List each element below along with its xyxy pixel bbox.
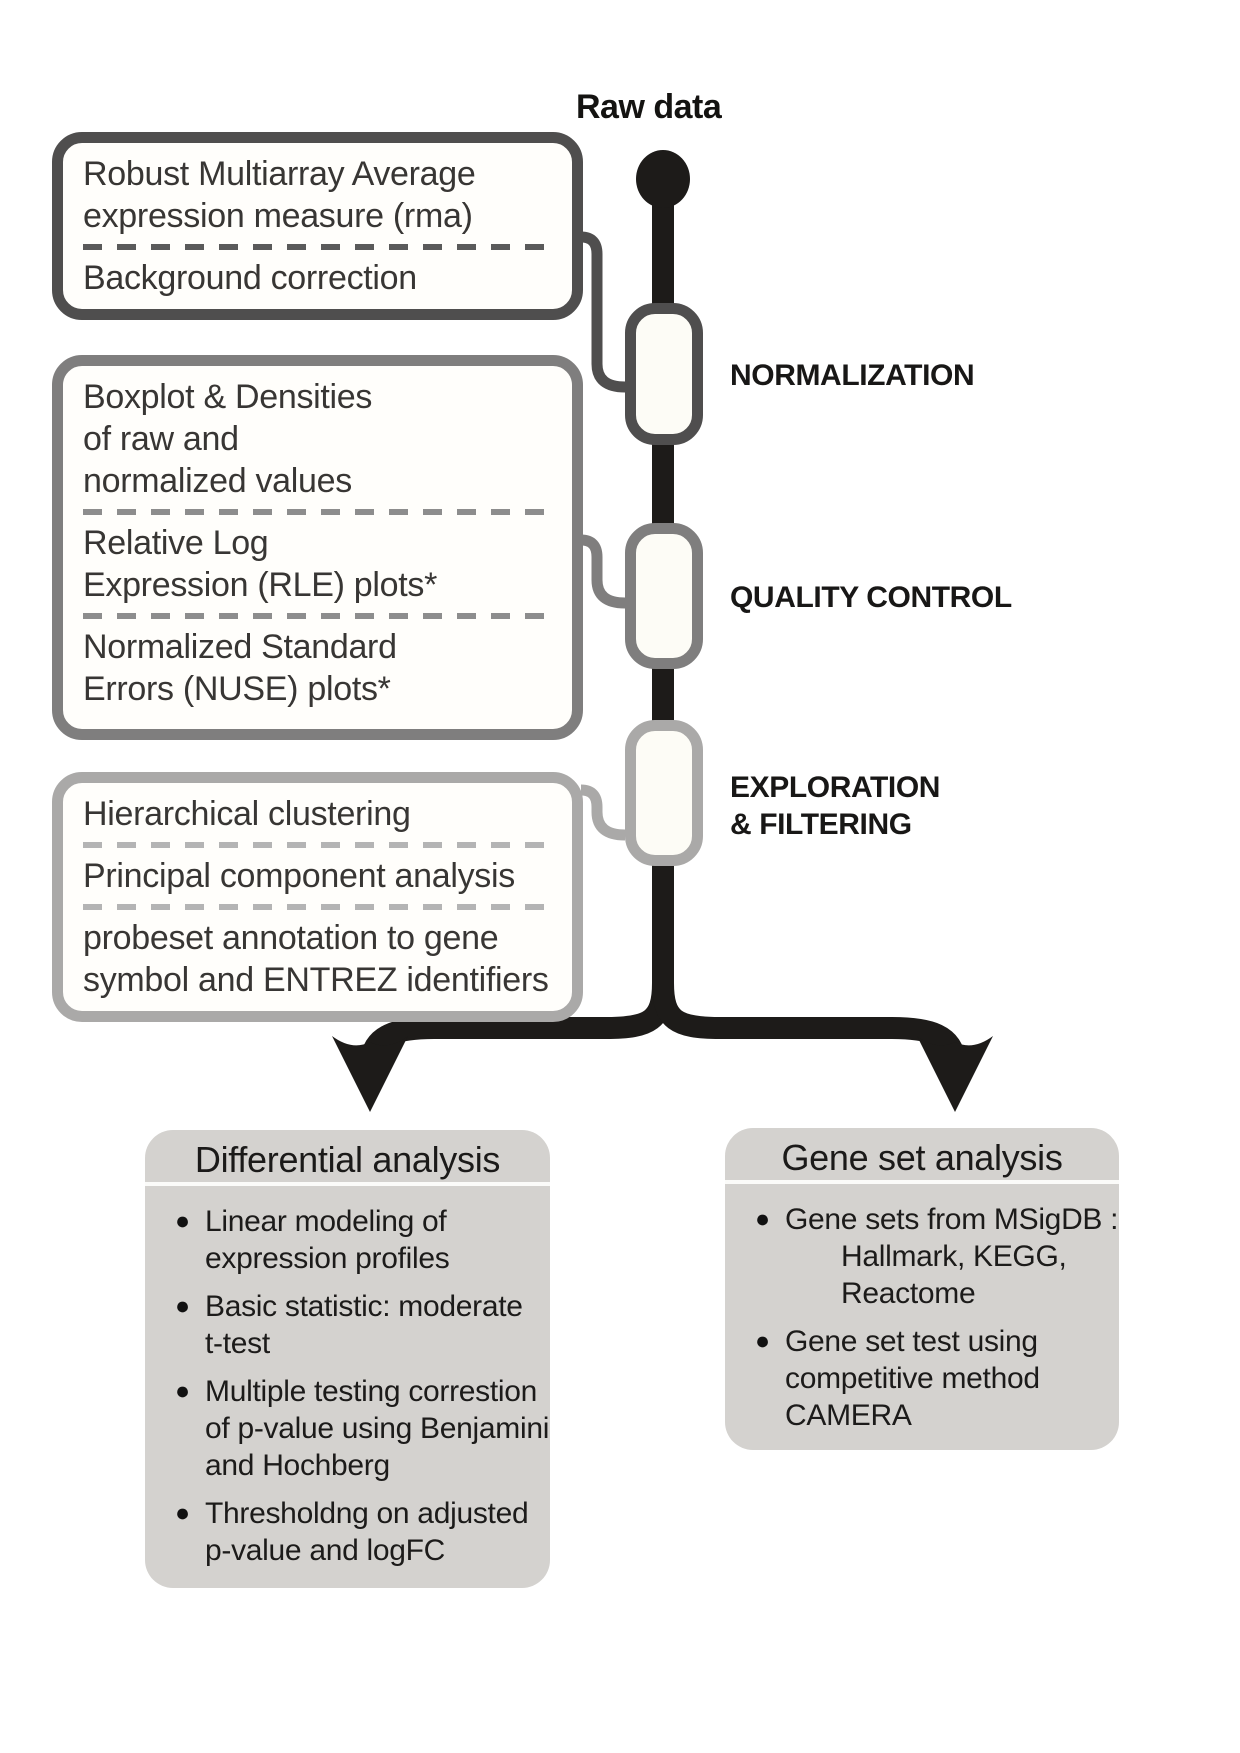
stage-label-line: & FILTERING bbox=[730, 808, 912, 841]
step-box-quality-control bbox=[52, 355, 583, 740]
step-text: Boxplot & Densities bbox=[83, 378, 373, 416]
bullet-line: Gene set test using bbox=[785, 1325, 1038, 1358]
step-text: symbol and ENTREZ identifiers bbox=[83, 961, 549, 999]
bullet-line: Thresholdng on adjusted bbox=[205, 1497, 529, 1530]
dashed-divider bbox=[83, 613, 558, 619]
bullet-dot-icon: ● bbox=[755, 1327, 771, 1355]
stage-label-exploration bbox=[730, 769, 940, 843]
step-text: Hierarchical clustering bbox=[83, 795, 411, 833]
stage-node-normalization bbox=[625, 303, 703, 445]
panel-gene-set-analysis bbox=[725, 1128, 1119, 1450]
list-item bbox=[175, 1203, 544, 1277]
bullet-line: Gene sets from MSigDB : bbox=[785, 1203, 1119, 1236]
stage-label-line: EXPLORATION bbox=[730, 771, 941, 804]
bullet-dot-icon: ● bbox=[175, 1377, 191, 1405]
bullet-line: expression profiles bbox=[205, 1242, 450, 1275]
dashed-divider bbox=[83, 904, 558, 910]
dashed-divider bbox=[83, 244, 558, 250]
dashed-divider bbox=[83, 509, 558, 515]
list-item bbox=[175, 1373, 550, 1484]
raw-data-label: Raw data bbox=[576, 88, 722, 126]
stage-label-quality-control: QUALITY CONTROL bbox=[730, 581, 1012, 614]
step-box-exploration bbox=[52, 772, 583, 1022]
bullet-line: Multiple testing correstion bbox=[205, 1375, 538, 1408]
step-text: Background correction bbox=[83, 259, 417, 297]
bullet-line: Linear modeling of bbox=[205, 1205, 447, 1238]
arrow-down-right-icon bbox=[917, 1036, 993, 1112]
bullet-line: t-test bbox=[205, 1327, 270, 1360]
arrow-down-left-icon bbox=[332, 1036, 408, 1112]
bullet-line: Reactome bbox=[841, 1277, 976, 1310]
list-item bbox=[755, 1201, 1119, 1312]
dashed-divider bbox=[83, 842, 558, 848]
step-text: expression measure (rma) bbox=[83, 197, 473, 235]
step-text: Principal component analysis bbox=[83, 857, 515, 895]
step-text: Relative Log bbox=[83, 524, 269, 562]
bullet-line: p-value and logFC bbox=[205, 1534, 446, 1567]
stage-node-quality-control bbox=[625, 523, 703, 669]
bullet-dot-icon: ● bbox=[755, 1205, 771, 1233]
step-text: Errors (NUSE) plots* bbox=[83, 670, 391, 708]
stage-label-normalization: NORMALIZATION bbox=[730, 359, 975, 392]
step-text: Robust Multiarray Average bbox=[83, 155, 476, 193]
connector-exploration bbox=[581, 790, 625, 835]
bullet-dot-icon: ● bbox=[175, 1207, 191, 1235]
step-text: normalized values bbox=[83, 462, 352, 500]
bullet-line: competitive method bbox=[785, 1362, 1040, 1395]
step-box-normalization bbox=[52, 132, 583, 320]
list-item bbox=[175, 1495, 544, 1569]
panel-body bbox=[725, 1184, 1119, 1434]
bullet-line: and Hochberg bbox=[205, 1449, 390, 1482]
step-text: Expression (RLE) plots* bbox=[83, 566, 438, 604]
panel-title: Differential analysis bbox=[194, 1139, 501, 1180]
bullet-line: of p-value using Benjamini bbox=[205, 1412, 550, 1445]
bullet-dot-icon: ● bbox=[175, 1292, 191, 1320]
branch-right bbox=[663, 983, 955, 1062]
list-item bbox=[175, 1288, 544, 1362]
bullet-line: Hallmark, KEGG, bbox=[841, 1240, 1067, 1273]
bullet-line: Basic statistic: moderate bbox=[205, 1290, 523, 1323]
connector-normalization bbox=[581, 237, 625, 387]
step-text: Normalized Standard bbox=[83, 628, 397, 666]
list-item bbox=[755, 1323, 1113, 1434]
connector-quality-control bbox=[581, 540, 625, 603]
bullet-dot-icon: ● bbox=[175, 1499, 191, 1527]
step-text: of raw and bbox=[83, 420, 239, 458]
raw-data-dot-icon bbox=[636, 150, 690, 208]
step-text: probeset annotation to gene bbox=[83, 919, 499, 957]
panel-differential-analysis bbox=[145, 1130, 550, 1588]
panel-title: Gene set analysis bbox=[781, 1137, 1063, 1178]
bullet-line: CAMERA bbox=[785, 1399, 912, 1432]
panel-body bbox=[145, 1186, 550, 1569]
stage-node-exploration bbox=[625, 720, 703, 866]
